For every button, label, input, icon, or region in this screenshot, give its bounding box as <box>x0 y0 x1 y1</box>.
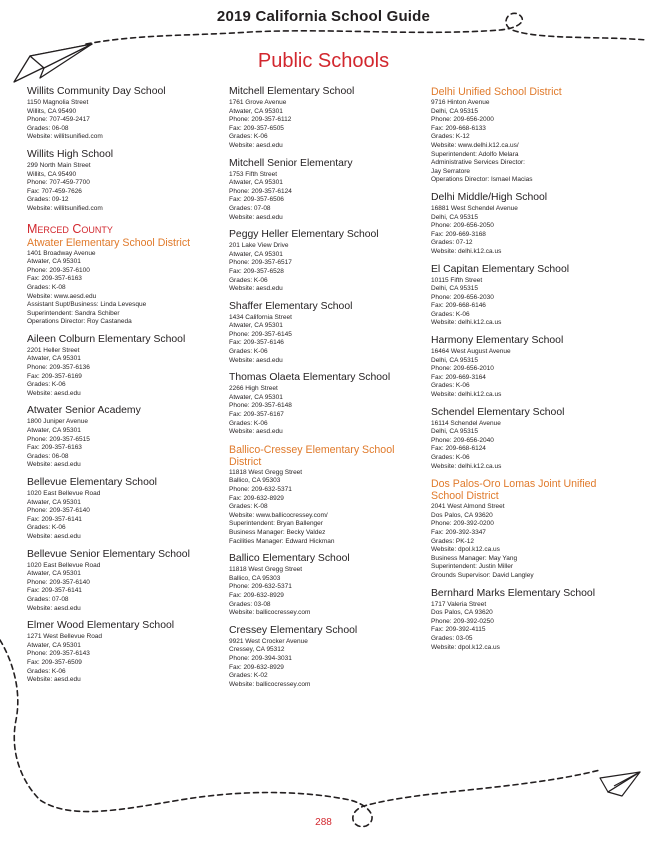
school-name: Atwater Senior Academy <box>27 405 141 417</box>
district-entry <box>431 478 627 580</box>
page-number: 288 <box>315 817 332 828</box>
entry-detail-line: Fax: 209-357-6163 <box>27 444 82 452</box>
school-entry <box>431 407 627 472</box>
entry-detail-line: Grades: K-02 <box>229 672 268 680</box>
entry-detail-line: Grounds Supervisor: David Langley <box>431 571 534 579</box>
entry-detail-line: Phone: 209-632-5371 <box>229 486 292 493</box>
entry-detail-line: Fax: 209-632-8929 <box>229 591 284 599</box>
entry-detail-line: Website: dpol.k12.ca.us <box>431 546 500 554</box>
school-entry <box>27 405 223 470</box>
entry-detail-line: Phone: 209-392-0250 <box>431 617 494 625</box>
entry-detail-line: 11818 West Gregg Street <box>229 468 303 476</box>
school-name: Bernhard Marks Elementary School <box>431 587 596 599</box>
entry-detail-line: 16881 West Schendel Avenue <box>431 204 518 212</box>
school-entry <box>27 149 223 214</box>
entry-detail-line: Fax: 209-357-6509 <box>27 658 82 666</box>
entry-detail-line: 1800 Juniper Avenue <box>27 418 88 426</box>
entry-detail-line: Website: aesd.edu <box>229 356 283 364</box>
entry-detail-line: Website: aesd.edu <box>229 213 283 221</box>
entry-detail-line: Phone: 209-357-6143 <box>27 650 90 658</box>
school-entry <box>27 549 223 614</box>
district-name: Delhi Unified School District <box>431 86 562 98</box>
entry-detail-line: 1761 Grove Avenue <box>229 99 287 106</box>
entry-detail-line: Grades: K-06 <box>431 454 470 461</box>
entry-detail-line: Business Manager: Becky Valdez <box>229 528 326 536</box>
entry-detail-line: 1717 Valeria Street <box>431 600 487 608</box>
county-heading: Merced County <box>27 221 113 236</box>
district-entry <box>431 86 627 185</box>
entry-detail-line: Phone: 209-656-2030 <box>431 293 494 301</box>
entry-detail-line: Grades: K-08 <box>27 283 66 291</box>
entry-detail-line: Operations Director: Roy Castaneda <box>27 318 132 326</box>
entry-detail-line: 201 Lake View Drive <box>229 242 289 250</box>
entry-detail-line: Grades: K-06 <box>431 382 470 390</box>
school-entry <box>431 264 627 329</box>
entry-detail-line: Grades: 07-08 <box>229 204 271 212</box>
column-3 <box>431 86 627 659</box>
entry-detail-line: Website: www.delhi.k12.ca.us/ <box>431 141 519 149</box>
entry-detail-line: Fax: 209-632-8929 <box>229 494 284 502</box>
section-title: Public Schools <box>257 50 390 72</box>
entry-detail-line: Website: aesd.edu <box>229 428 283 436</box>
entry-detail-line: Jay Serratore <box>431 167 471 175</box>
entry-detail-line: Grades: 06-08 <box>27 124 69 132</box>
entry-detail-line: Fax: 209-357-6146 <box>229 339 284 347</box>
entry-detail-line: Delhi, CA 95315 <box>431 213 478 221</box>
entry-detail-line: Website: delhi.k12.ca.us <box>431 391 502 399</box>
entry-detail-line: Fax: 209-357-6505 <box>229 124 284 132</box>
entry-detail-line: 2201 Heller Street <box>27 346 80 354</box>
entry-detail-line: Grades: 07-08 <box>27 595 69 603</box>
entry-detail-line: Grades: K-06 <box>27 381 66 389</box>
school-name: Thomas Olaeta Elementary School <box>229 372 391 384</box>
school-entry <box>431 588 627 653</box>
entry-detail-line: Phone: 209-357-6145 <box>229 330 292 338</box>
entry-detail-line: Grades: K-06 <box>229 276 268 284</box>
entry-detail-line: Website: delhi.k12.ca.us <box>431 247 502 255</box>
entry-detail-line: Phone: 209-656-2010 <box>431 365 494 373</box>
entry-detail-line: Business Manager: May Yang <box>431 554 518 562</box>
school-name: Bellevue Elementary School <box>27 477 157 488</box>
school-entry <box>229 158 425 223</box>
school-name: Schendel Elementary School <box>431 406 565 418</box>
entry-detail-line: 1150 Magnolia Street <box>27 99 89 106</box>
entry-detail-line: Delhi, CA 95315 <box>431 107 478 115</box>
entry-detail-line: 1434 California Street <box>229 313 292 321</box>
entry-detail-line: Website: aesd.edu <box>229 285 283 293</box>
entry-detail-line: 299 North Main Street <box>27 161 91 169</box>
entry-detail-line: Website: www.aesd.edu <box>27 292 97 300</box>
district-entry <box>27 237 223 327</box>
entry-detail-line: Atwater, CA 95301 <box>27 258 81 266</box>
entry-detail-line: Grades: K-12 <box>431 133 470 141</box>
district-entry <box>229 444 425 546</box>
entry-detail-line: Grades: K-06 <box>27 667 66 675</box>
entry-detail-line: Phone: 209-357-6112 <box>229 116 292 124</box>
entry-detail-line: Fax: 209-668-6124 <box>431 445 486 453</box>
entry-detail-line: Grades: K-06 <box>229 348 268 356</box>
entry-detail-line: Delhi, CA 95315 <box>431 356 478 364</box>
entry-detail-line: Website: aesd.edu <box>27 461 81 469</box>
entry-detail-line: Phone: 209-357-6515 <box>27 435 90 443</box>
entry-detail-line: Website: dpol.k12.ca.us <box>431 643 500 651</box>
school-name: Peggy Heller Elementary School <box>229 229 379 241</box>
school-name: Aileen Colburn Elementary School <box>27 333 186 345</box>
entry-detail-line: Grades: 07-12 <box>431 239 473 247</box>
school-entry <box>229 372 425 437</box>
entry-detail-line: Phone: 209-357-6136 <box>27 364 90 372</box>
entry-detail-line: Fax: 209-357-6169 <box>27 372 82 380</box>
entry-detail-line: Phone: 209-357-6140 <box>27 578 90 586</box>
entry-detail-line: Fax: 209-669-3168 <box>431 230 486 238</box>
entry-detail-line: Phone: 707-459-7700 <box>27 179 90 187</box>
school-name: Mitchell Elementary School <box>229 86 355 97</box>
school-entry <box>229 86 425 151</box>
entry-detail-line: Fax: 209-357-6163 <box>27 275 82 283</box>
school-name: Willits Community Day School <box>27 86 166 97</box>
entry-detail-line: Atwater, CA 95301 <box>27 641 81 649</box>
page-header: 2019 California School Guide <box>216 8 431 25</box>
entry-detail-line: 2266 High Street <box>229 385 278 393</box>
school-name: Willits High School <box>27 148 114 160</box>
entry-detail-line: Superintendent: Sandra Schiber <box>27 309 120 317</box>
entry-detail-line: Fax: 707-459-7626 <box>27 187 82 195</box>
entry-detail-line: Phone: 209-357-6148 <box>229 402 292 410</box>
entry-detail-line: Phone: 209-357-6140 <box>27 507 90 515</box>
entry-detail-line: Willits, CA 95490 <box>27 170 77 178</box>
school-entry <box>27 334 223 399</box>
entry-detail-line: Phone: 209-357-6100 <box>27 266 90 274</box>
entry-detail-line: Atwater, CA 95301 <box>27 355 81 363</box>
entry-detail-line: Website: aesd.edu <box>229 141 283 149</box>
entry-detail-line: Website: delhi.k12.ca.us <box>431 462 502 470</box>
entry-detail-line: Atwater, CA 95301 <box>27 498 81 506</box>
entry-detail-line: 1020 East Bellevue Road <box>27 561 101 569</box>
entry-detail-line: Fax: 209-668-6133 <box>431 124 486 132</box>
entry-detail-line: Phone: 209-357-6517 <box>229 259 292 267</box>
entry-detail-line: Website: ballicocressey.com <box>229 609 311 617</box>
entry-detail-line: 9716 Hinton Avenue <box>431 99 490 106</box>
entry-detail-line: Fax: 209-357-6141 <box>27 587 82 595</box>
school-entry <box>229 625 425 690</box>
entry-detail-line: Ballico, CA 95303 <box>229 477 281 485</box>
entry-detail-line: Fax: 209-632-8929 <box>229 663 284 671</box>
entry-detail-line: 11818 West Gregg Street <box>229 566 303 574</box>
entry-detail-line: Website: ballicocressey.com <box>229 680 311 688</box>
entry-detail-line: Phone: 209-394-3031 <box>229 654 292 662</box>
entry-detail-line: Assistant Supt/Business: Linda Levesque <box>27 301 147 309</box>
entry-detail-line: Facilities Manager: Edward Hickman <box>229 537 335 545</box>
entry-detail-line: Grades: K-06 <box>229 419 268 427</box>
entry-detail-line: Phone: 209-656-2000 <box>431 116 494 124</box>
school-entry <box>431 335 627 400</box>
entry-detail-line: Delhi, CA 95315 <box>431 428 478 436</box>
entry-detail-line: Website: aesd.edu <box>27 389 81 397</box>
column-1 <box>27 86 223 692</box>
entry-detail-line: Dos Palos, CA 93620 <box>431 511 493 519</box>
entry-detail-line: Phone: 209-632-5371 <box>229 583 292 591</box>
entry-detail-line: Phone: 209-656-2050 <box>431 222 494 230</box>
district-name: Atwater Elementary School District <box>27 236 191 249</box>
entry-detail-line: Phone: 707-459-2417 <box>27 116 90 124</box>
entry-detail-line: 2041 West Almond Street <box>431 503 505 511</box>
entry-detail-line: Atwater, CA 95301 <box>229 107 283 115</box>
entry-detail-line: Atwater, CA 95301 <box>229 393 283 401</box>
entry-detail-line: Phone: 209-656-2040 <box>431 436 494 444</box>
entry-detail-line: 16114 Schendel Avenue <box>431 419 501 427</box>
school-entry <box>431 192 627 257</box>
entry-detail-line: Superintendent: Adolfo Melara <box>431 150 519 158</box>
entry-detail-line: Administrative Services Director: <box>431 159 525 167</box>
entry-detail-line: Grades: K-06 <box>431 310 470 318</box>
school-name: Bellevue Senior Elementary School <box>27 548 190 560</box>
entry-detail-line: Fax: 209-668-6146 <box>431 302 486 310</box>
entry-detail-line: Willits, CA 95490 <box>27 107 77 115</box>
entry-detail-line: Atwater, CA 95301 <box>229 322 283 330</box>
school-entry <box>229 553 425 618</box>
entry-detail-line: Grades: PK-12 <box>431 537 474 545</box>
entry-detail-line: Website: aesd.edu <box>27 676 81 684</box>
entry-detail-line: Atwater, CA 95301 <box>229 179 283 187</box>
entry-detail-line: Superintendent: Justin Miller <box>431 563 514 571</box>
school-name: Ballico Elementary School <box>229 553 350 565</box>
entry-detail-line: Fax: 209-357-6167 <box>229 411 284 419</box>
entry-detail-line: Fax: 209-392-4115 <box>431 626 486 634</box>
entry-detail-line: Fax: 209-392-3347 <box>431 528 486 536</box>
entry-detail-line: Grades: K-06 <box>27 524 66 532</box>
school-entry <box>27 86 223 142</box>
entry-detail-line: Fax: 209-357-6528 <box>229 267 284 275</box>
entry-detail-line: 1020 East Bellevue Road <box>27 490 101 497</box>
school-name: Harmony Elementary School <box>431 335 564 347</box>
entry-detail-line: 1401 Broadway Avenue <box>27 249 96 257</box>
entry-detail-line: Website: willitsunified.com <box>27 133 103 141</box>
entry-detail-line: Phone: 209-357-6124 <box>229 187 292 195</box>
entry-detail-line: Operations Director: Ismael Macias <box>431 176 533 184</box>
entry-detail-line: Atwater, CA 95301 <box>229 250 283 258</box>
school-entry <box>27 620 223 685</box>
entry-detail-line: Atwater, CA 95301 <box>27 570 81 578</box>
entry-detail-line: Grades: K-06 <box>229 133 268 141</box>
entry-detail-line: 1753 Fifth Street <box>229 170 278 178</box>
school-name: Mitchell Senior Elementary <box>229 157 353 169</box>
school-name: Elmer Wood Elementary School <box>27 620 175 632</box>
entry-detail-line: 10115 Fifth Street <box>431 276 483 284</box>
entry-detail-line: Dos Palos, CA 93620 <box>431 609 493 617</box>
entry-detail-line: 1271 West Bellevue Road <box>27 633 103 641</box>
school-name: El Capitan Elementary School <box>431 263 570 275</box>
school-name: Shaffer Elementary School <box>229 300 353 312</box>
entry-detail-line: Grades: 09-12 <box>27 196 69 204</box>
entry-detail-line: Website: aesd.edu <box>27 532 81 540</box>
entry-detail-line: Ballico, CA 95303 <box>229 574 281 582</box>
school-entry <box>229 301 425 366</box>
paper-plane-icon <box>600 772 640 796</box>
entry-detail-line: Phone: 209-392-0200 <box>431 520 494 528</box>
entry-detail-line: Website: delhi.k12.ca.us <box>431 319 502 327</box>
entry-detail-line: 9921 West Crocker Avenue <box>229 637 308 645</box>
entry-detail-line: Fax: 209-357-6506 <box>229 196 284 204</box>
entry-detail-line: Website: www.ballicocressey.com/ <box>229 511 328 519</box>
school-name: Cressey Elementary School <box>229 624 358 636</box>
entry-detail-line: Cressey, CA 95312 <box>229 646 285 654</box>
entry-detail-line: Delhi, CA 95315 <box>431 285 478 293</box>
entry-detail-line: Fax: 209-357-6141 <box>27 515 82 523</box>
school-entry <box>27 477 223 542</box>
school-name: Delhi Middle/High School <box>431 191 548 203</box>
entry-detail-line: Website: willitsunified.com <box>27 204 103 212</box>
entry-detail-line: Fax: 209-669-3164 <box>431 373 486 381</box>
entry-detail-line: Grades: 03-05 <box>431 634 473 642</box>
entry-detail-line: Superintendent: Bryan Ballenger <box>229 520 323 528</box>
entry-detail-line: 16464 West August Avenue <box>431 348 511 356</box>
entry-detail-line: Grades: 03-08 <box>229 600 271 608</box>
entry-detail-line: Grades: K-08 <box>229 503 268 511</box>
school-entry <box>229 229 425 294</box>
district-name: Ballico-Cressey Elementary School District <box>229 443 395 468</box>
entry-detail-line: Atwater, CA 95301 <box>27 427 81 435</box>
column-2 <box>229 86 425 696</box>
entry-detail-line: Website: aesd.edu <box>27 604 81 612</box>
district-name: Dos Palos-Oro Lomas Joint Unified School District <box>431 478 597 503</box>
entry-detail-line: Grades: 06-08 <box>27 452 69 460</box>
